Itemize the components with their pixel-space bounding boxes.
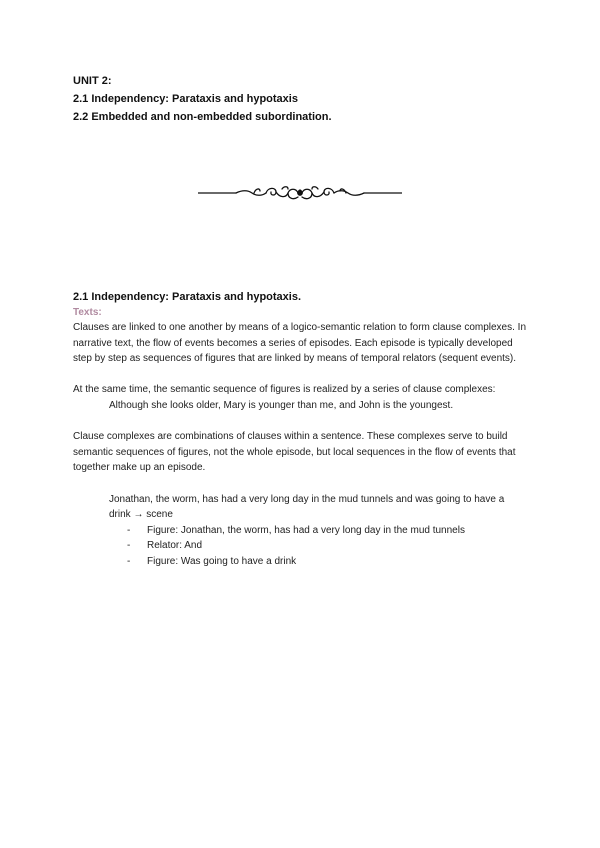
topic-2-1-heading: 2.1 Independency: Parataxis and hypotaxis (73, 93, 298, 105)
list-item-text: Figure: Jonathan, the worm, has had a very long day in the mud tunnels (147, 524, 465, 536)
example-sentence-mary: Although she looks older, Mary is younger than me, and John is the youngest. (109, 399, 454, 411)
topic-2-2-heading: 2.2 Embedded and non-embedded subordination. (73, 111, 332, 123)
list-item (127, 523, 509, 539)
section-content (73, 289, 533, 570)
bullet-dash: - (127, 555, 131, 567)
paragraph-clause-complexes: Clause complexes are combinations of clauses within a sentence. These complexes serve to build semantic sequences of figures, not the whole episode, but local sequences in the flow of events that together make up an episode. (73, 431, 516, 474)
bullet-dash: - (127, 540, 131, 552)
unit-header (73, 72, 332, 126)
list-item-text: Figure: Was going to have a drink (147, 555, 297, 567)
spacer (73, 476, 533, 492)
texts-label: Texts: (73, 307, 102, 318)
example-sentence-jonathan: Jonathan, the worm, has had a very long day in the mud tunnels and was going to have a drink → scene (109, 493, 505, 521)
list-item-text: Relator: And (147, 540, 203, 552)
analysis-list (109, 523, 509, 570)
spacer (73, 414, 533, 430)
spacer (73, 367, 533, 383)
bullet-dash: - (127, 524, 131, 536)
section-title: 2.1 Independency: Parataxis and hypotaxis. (73, 291, 302, 303)
unit-title: UNIT 2: (73, 75, 112, 87)
example-jonathan (109, 492, 509, 570)
ornamental-flourish-icon (198, 182, 402, 204)
list-item (127, 538, 509, 554)
paragraph-semantic-sequence: At the same time, the semantic sequence of figures is realized by a series of clause complexes: (73, 384, 496, 396)
list-item (127, 554, 509, 570)
paragraph-clauses: Clauses are linked to one another by means of a logico-semantic relation to form clause complexes. In narrative text, the flow of events becomes a series of episodes. Each episode is typically developed step by step as sequences of figures that are linked by means of temporal relators (sequent events). (73, 322, 527, 365)
